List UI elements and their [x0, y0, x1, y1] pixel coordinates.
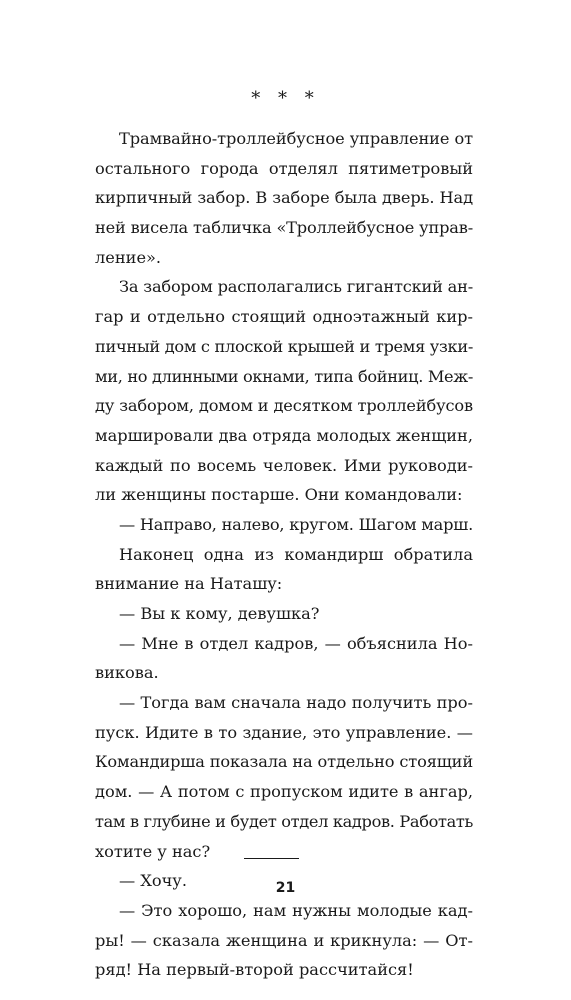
text-line: — Тогда вам сначала надо получить про-: [119, 693, 473, 713]
text-line: — Вы к кому, девушка?: [119, 604, 320, 623]
text-line: — Мне в отдел кадров, — объяснила Но-: [119, 633, 473, 653]
text-line: — Хочу.: [119, 871, 187, 891]
text-line: дом. — А потом с пропуском идите в ангар,: [95, 782, 473, 802]
text-line: внимание на Наташу:: [95, 574, 283, 594]
section-separator: * * *: [251, 88, 320, 109]
text-line: ление».: [95, 247, 162, 267]
text-line: пуск. Идите в то здание, это управление. —: [95, 722, 473, 742]
text-line: остального города отделял пятиметровый: [95, 158, 473, 178]
text-line: — Это хорошо, нам нужны молодые кад-: [119, 900, 473, 920]
text-line: каждый по восемь человек. Ими руководи-: [95, 455, 473, 475]
body-text: [95, 124, 473, 985]
text-line: — Направо, налево, кругом. Шагом марш.: [119, 514, 473, 534]
text-line: викова.: [95, 663, 159, 683]
text-line: ры! — сказала женщина и крикнула: — От-: [95, 930, 473, 950]
text-line: Наконец одна из командирш обратила: [119, 544, 473, 564]
text-line: ду забором, домом и десятком троллейбусов: [95, 396, 473, 416]
text-line: гар и отдельно стоящий одноэтажный кир-: [95, 307, 473, 327]
text-line: ли женщины постарше. Они командовали:: [95, 485, 463, 505]
text-line: ряд! На первый-второй рассчитайся!: [95, 960, 414, 980]
text-line: Трамвайно-троллейбусное управление от: [119, 129, 473, 148]
text-line: Командирша показала на отдельно стоящий: [95, 752, 473, 772]
text-line: пичный дом с плоской крышей и тремя узки-: [95, 336, 473, 356]
text-line: ми, но длинными окнами, типа бойниц. Меж-: [95, 366, 473, 386]
footer-rule: [244, 858, 299, 859]
text-line: ней висела табличка «Троллейбусное управ-: [95, 218, 473, 238]
text-line: маршировали два отряда молодых женщин,: [95, 425, 473, 445]
text-line: кирпичный забор. В заборе была дверь. Над: [95, 188, 473, 208]
text-line: там в глубине и будет отдел кадров. Работать: [95, 811, 473, 831]
text-line: хотите у нас?: [95, 841, 211, 861]
text-line: За забором располагались гигантский ан-: [119, 277, 473, 297]
page-number: 21: [275, 880, 296, 896]
